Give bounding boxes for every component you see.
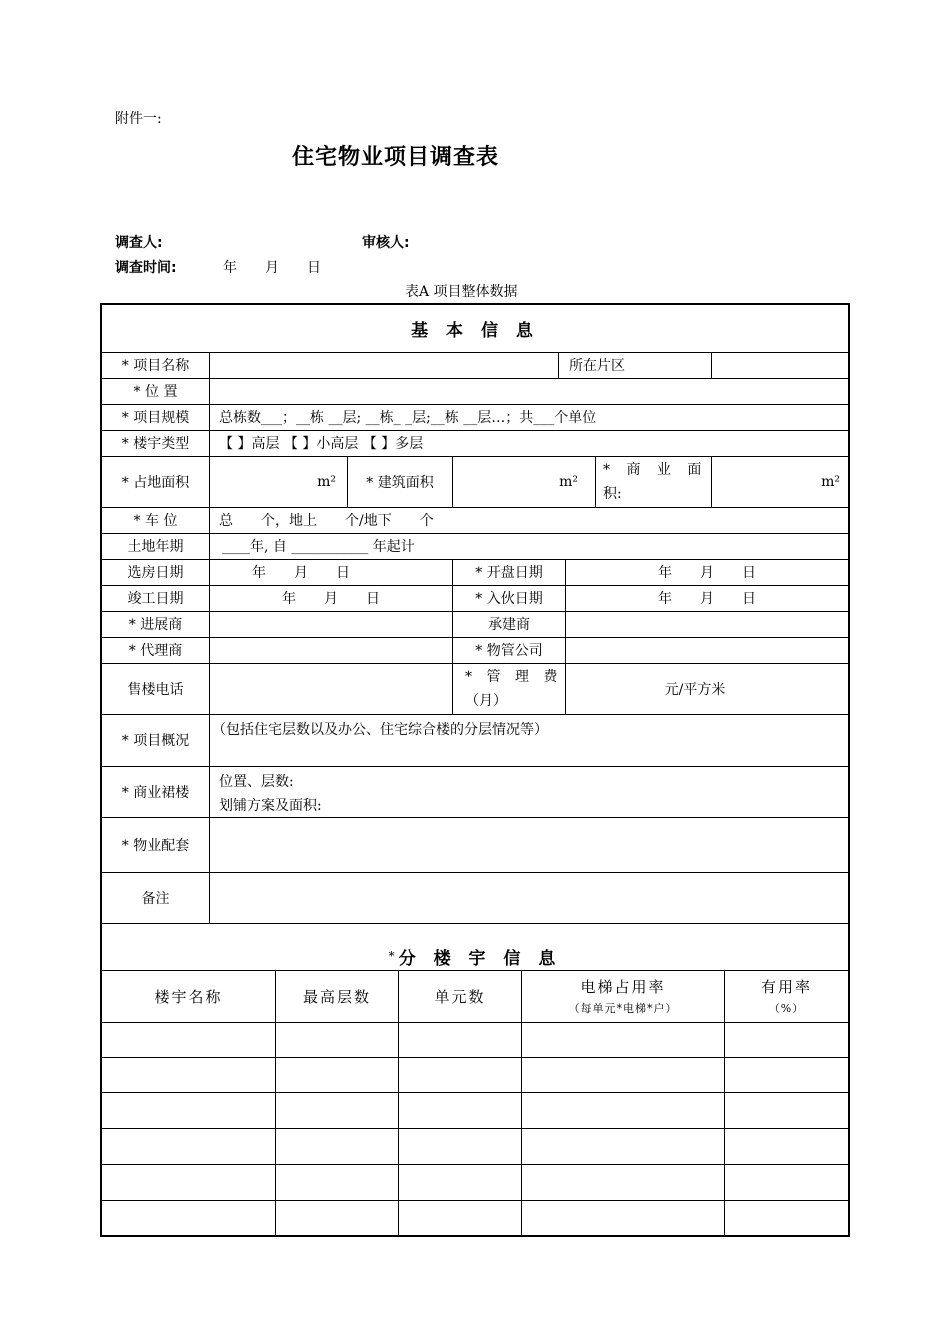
mgmt-fee-label (465, 663, 563, 716)
project-name-field[interactable] (210, 352, 558, 378)
build-area-label: * 建筑面积 (366, 474, 434, 491)
survey-date-text: 年 月 日 (223, 260, 321, 276)
developer-label: * 进展商 (128, 617, 183, 633)
table-cell[interactable] (276, 1057, 398, 1092)
col-elevator (522, 970, 724, 1022)
selection-date-field[interactable]: 年 月 日 (252, 565, 350, 581)
building-info-star: * (388, 949, 395, 963)
land-term-label: 土地年期 (127, 539, 184, 555)
table-cell[interactable] (399, 1164, 521, 1200)
commercial-area-label-line2: 积: (603, 486, 622, 502)
scale-field[interactable]: 总栋数___；__栋 __层; __栋_ _层;__栋 __层…；共___个单位 (219, 410, 597, 426)
podium-label: * 商业裙楼 (121, 784, 190, 801)
table-cell[interactable] (102, 1128, 275, 1164)
completion-date-field[interactable]: 年 月 日 (282, 591, 380, 607)
table-cell[interactable] (102, 1200, 275, 1236)
agent-field[interactable] (210, 637, 452, 663)
parking-label: * 车 位 (133, 513, 178, 529)
form-title: 住宅物业项目调查表 (292, 145, 500, 170)
parking-field[interactable]: 总 个，地上 个/地下 个 (219, 513, 434, 529)
remarks-field[interactable] (210, 872, 848, 923)
col-elevator-title: 电梯占用率 (580, 978, 666, 996)
property-mgmt-label: * 物管公司 (475, 643, 543, 659)
building-type-options[interactable]: 【 】高层 【 】小高层 【 】多层 (219, 436, 424, 452)
table-cell[interactable] (725, 1057, 848, 1092)
location-label: * 位 置 (133, 384, 178, 400)
col-building-name: 楼宇名称 (154, 987, 223, 1006)
table-cell[interactable] (522, 1057, 724, 1092)
table-cell[interactable] (725, 1128, 848, 1164)
col-efficiency-sub: （%） (768, 1002, 805, 1015)
table-cell[interactable] (276, 1092, 398, 1128)
col-units: 单元数 (434, 987, 486, 1006)
building-type-label: * 楼宇类型 (121, 436, 190, 452)
scale-label: * 项目规模 (121, 410, 190, 426)
developer-field[interactable] (210, 611, 452, 637)
commercial-area-label-line1: * 商 业 面 (603, 462, 708, 478)
table-cell[interactable] (725, 1022, 848, 1057)
selection-date-label: 选房日期 (127, 565, 184, 581)
completion-date-label: 竣工日期 (127, 591, 184, 607)
table-cell[interactable] (399, 1057, 521, 1092)
table-cell[interactable] (102, 1057, 275, 1092)
facilities-field[interactable] (210, 817, 848, 872)
table-cell[interactable] (725, 1164, 848, 1200)
table-cell[interactable] (522, 1200, 724, 1236)
land-area-unit[interactable]: m² (317, 473, 336, 490)
table-cell[interactable] (522, 1022, 724, 1057)
sales-phone-field[interactable] (210, 663, 452, 714)
agent-label: * 代理商 (128, 643, 183, 659)
investigator-label: 调查人: (115, 235, 163, 251)
overview-label: * 项目概况 (121, 733, 190, 749)
opening-date-field[interactable]: 年 月 日 (658, 565, 756, 581)
building-info-section-title (102, 940, 848, 972)
table-cell[interactable] (276, 1164, 398, 1200)
col-elevator-sub: （每单元*电梯*户） (568, 1002, 678, 1015)
property-mgmt-field[interactable] (566, 637, 848, 663)
sales-phone-label: 售楼电话 (127, 681, 184, 698)
table-cell[interactable] (399, 1092, 521, 1128)
col-efficiency-title: 有用率 (760, 978, 812, 996)
remarks-label: 备注 (141, 890, 170, 907)
attachment-label: 附件一: (115, 111, 162, 127)
move-in-date-field[interactable]: 年 月 日 (658, 591, 756, 607)
table-cell[interactable] (725, 1092, 848, 1128)
podium-shop-plan[interactable]: 划铺方案及面积: (219, 798, 322, 814)
mgmt-fee-label-line2: （月） (465, 693, 507, 709)
mgmt-fee-label-line1: * 管 理 费 (465, 669, 563, 685)
commercial-area-label (603, 456, 708, 509)
table-cell[interactable] (522, 1164, 724, 1200)
table-cell[interactable] (399, 1022, 521, 1057)
district-label: 所在片区 (569, 358, 625, 374)
district-field[interactable] (712, 352, 848, 378)
table-cell[interactable] (399, 1200, 521, 1236)
build-area-unit[interactable]: m² (559, 473, 578, 490)
table-cell[interactable] (102, 1022, 275, 1057)
land-area-label: * 占地面积 (121, 474, 190, 491)
opening-date-label: * 开盘日期 (475, 565, 543, 581)
table-cell[interactable] (102, 1092, 275, 1128)
building-info-title-text: 分 楼 宇 信 息 (398, 948, 562, 969)
land-term-field[interactable]: ____年, 自 ___________ 年起计 (222, 539, 415, 555)
reviewer-label: 审核人: (362, 235, 410, 251)
table-cell[interactable] (399, 1128, 521, 1164)
overview-hint[interactable]: （包括住宅层数以及办公、住宅综合楼的分层情况等） (212, 722, 548, 738)
survey-time-label: 调查时间: (115, 260, 177, 276)
col-max-floors: 最高层数 (302, 987, 371, 1006)
location-field[interactable] (210, 378, 848, 404)
move-in-date-label: * 入伙日期 (475, 591, 543, 607)
facilities-label: * 物业配套 (121, 837, 190, 854)
table-cell[interactable] (725, 1200, 848, 1236)
col-efficiency (725, 970, 848, 1022)
contractor-field[interactable] (566, 611, 848, 637)
table-cell[interactable] (276, 1022, 398, 1057)
podium-location-floors[interactable]: 位置、层数: (219, 774, 294, 790)
table-cell[interactable] (276, 1200, 398, 1236)
table-cell[interactable] (102, 1164, 275, 1200)
mgmt-fee-unit[interactable]: 元/平方米 (664, 681, 726, 698)
table-caption: 表A 项目整体数据 (405, 284, 518, 300)
contractor-label: 承建商 (488, 617, 530, 633)
commercial-area-unit[interactable]: m² (821, 473, 840, 490)
basic-info-section-title: 基 本 信 息 (411, 321, 539, 341)
project-name-label: * 项目名称 (121, 358, 190, 374)
table-cell[interactable] (522, 1128, 724, 1164)
table-cell[interactable] (522, 1092, 724, 1128)
table-cell[interactable] (276, 1128, 398, 1164)
